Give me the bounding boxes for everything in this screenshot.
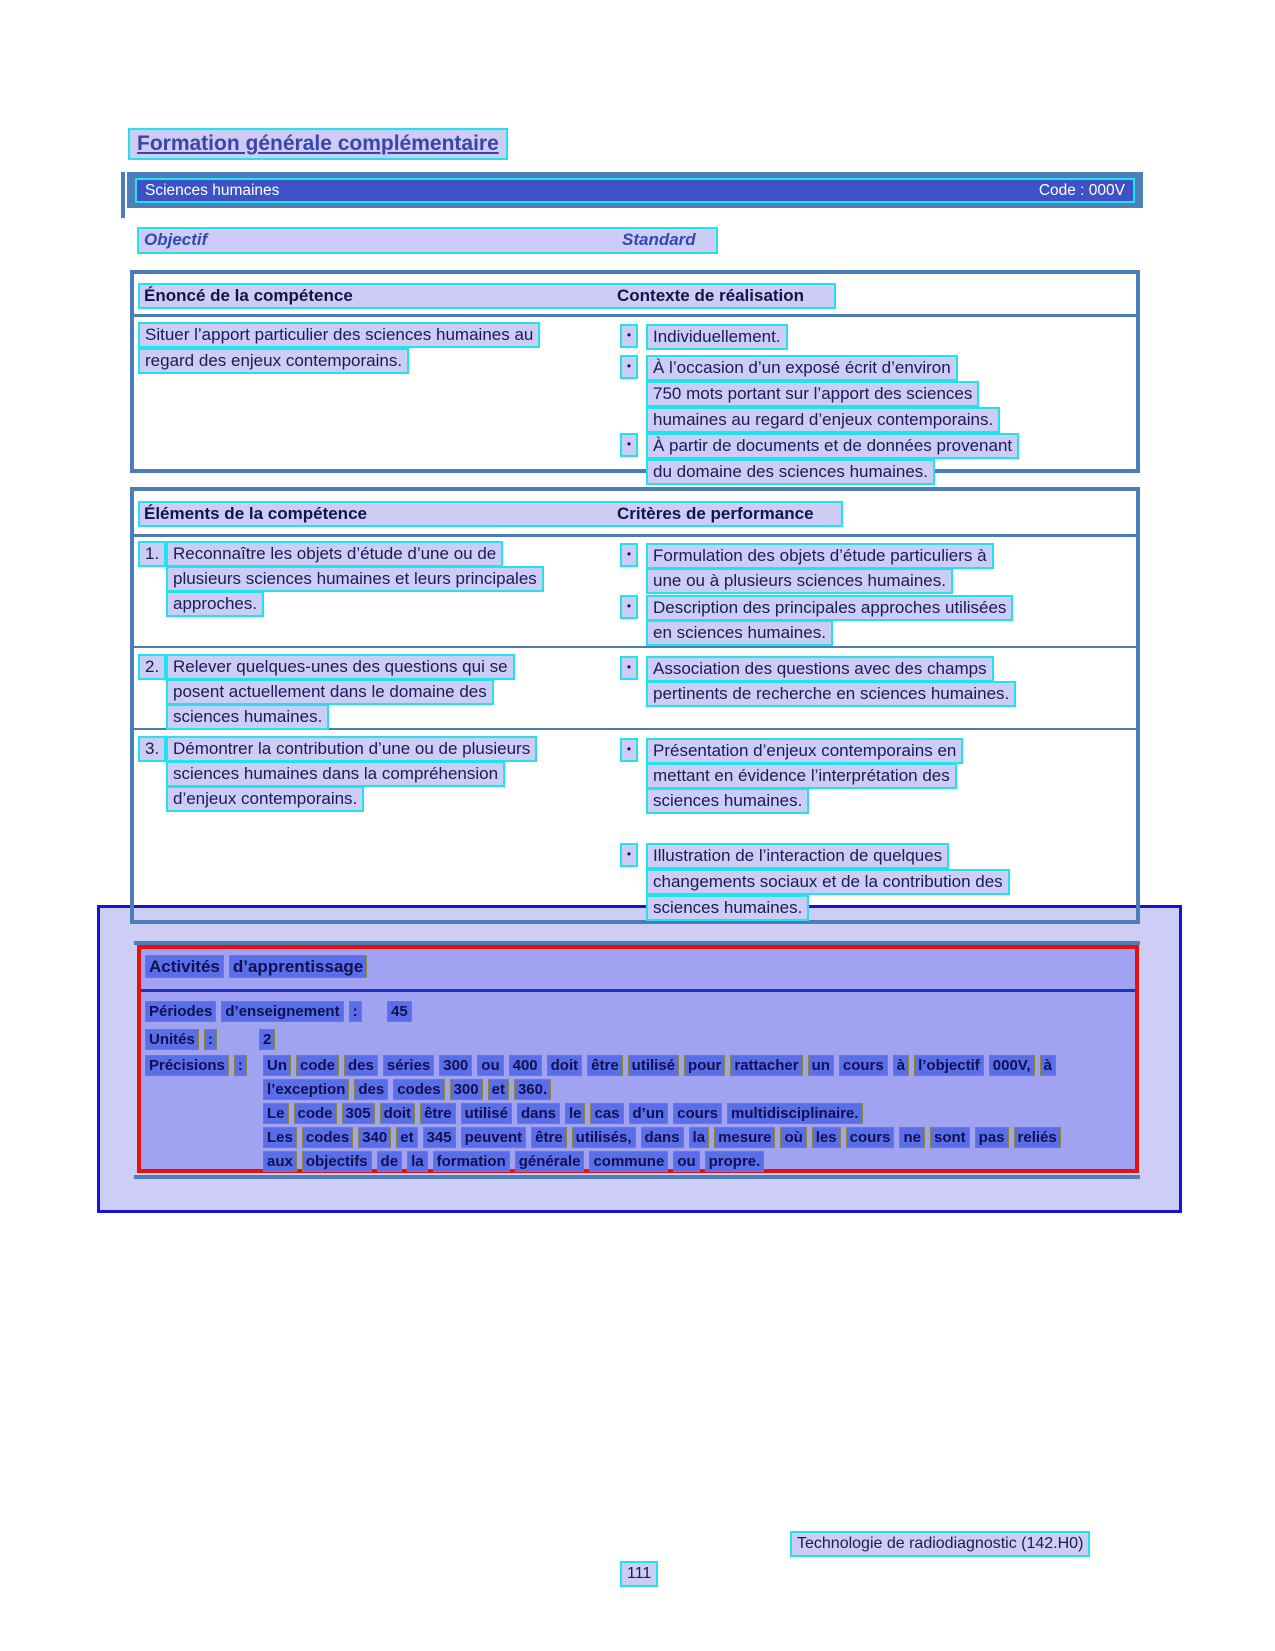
row-number: 3. (138, 736, 166, 762)
criteria-line: une ou à plusieurs sciences humaines. (646, 568, 953, 594)
element-line: plusieurs sciences humaines et leurs principales (166, 566, 544, 592)
element-line: approches. (166, 591, 264, 617)
element-line: Reconnaître les objets d’étude d’une ou de (166, 541, 503, 567)
bar-left-edge (121, 172, 125, 218)
code-label: Code : 000V (1038, 182, 1125, 199)
activities-header-separator (141, 989, 1135, 992)
criteria-line: sciences humaines. (646, 895, 809, 921)
competence-table-header (138, 283, 836, 309)
bullet-icon: • (620, 324, 638, 348)
elements-table-header (138, 501, 843, 527)
criteria-line: pertinents de recherche en sciences humaines. (646, 681, 1016, 707)
row-number: 1. (138, 541, 166, 567)
bullet-icon: • (620, 843, 638, 867)
row-number: 2. (138, 654, 166, 680)
elements-table (130, 487, 1140, 924)
standard-label: Standard (622, 230, 696, 249)
subject-bar (127, 172, 1143, 208)
units-value: 2 (259, 1029, 275, 1050)
page-title: Formation générale complémentaire (128, 128, 508, 160)
precisions-label: Précisions : (145, 1055, 247, 1076)
criteria-line: Formulation des objets d’étude particuliers à (646, 543, 994, 569)
criteria-line: sciences humaines. (646, 788, 809, 814)
bullet-icon: • (620, 433, 638, 457)
table-border-remnant (134, 1175, 1140, 1179)
subject-label: Sciences humaines (145, 182, 280, 199)
header-criteres: Critères de performance (617, 504, 814, 523)
criteria-line: mettant en évidence l’interprétation des (646, 763, 957, 789)
bullet-icon: • (620, 738, 638, 762)
table-header-separator (134, 314, 1136, 317)
precisions-line: Les codes 340 et 345 peuvent être utilisés, dans la mesure où les cours ne sont pas reliés (263, 1127, 1061, 1148)
context-line: Individuellement. (646, 324, 788, 350)
statement-line: Situer l’apport particulier des sciences humaines au (138, 322, 540, 348)
bullet-icon: • (620, 543, 638, 567)
units-label: Unités : (145, 1029, 217, 1050)
criteria-line: Illustration de l’interaction de quelques (646, 843, 949, 869)
element-line: sciences humaines dans la compréhension (166, 761, 505, 787)
element-line: d’enjeux contemporains. (166, 786, 364, 812)
precisions-line: l’exception des codes 300 et 360. (263, 1079, 551, 1100)
objectif-standard-row (137, 227, 718, 254)
table-header-separator (134, 534, 1136, 537)
periods-label: Périodes d’enseignement : (145, 1001, 362, 1022)
element-line: Relever quelques-unes des questions qui se (166, 654, 515, 680)
context-line: À partir de documents et de données provenant (646, 433, 1019, 459)
bullet-icon: • (620, 656, 638, 680)
periods-value: 45 (387, 1001, 412, 1022)
bullet-icon: • (620, 595, 638, 619)
objectif-label: Objectif (144, 230, 208, 249)
footer-program-label: Technologie de radiodiagnostic (142.H0) (790, 1531, 1090, 1557)
context-line: du domaine des sciences humaines. (646, 459, 935, 485)
header-enonce: Énoncé de la compétence (144, 286, 353, 305)
subject-bar-row (135, 178, 1135, 203)
precisions-line: Un code des séries 300 ou 400 doit être utilisé pour rattacher un cours à l’objectif 000V, à (263, 1055, 1056, 1076)
element-line: Démontrer la contribution d’une ou de plusieurs (166, 736, 537, 762)
row-separator (134, 646, 1136, 648)
competence-table (130, 270, 1140, 481)
context-line: humaines au regard d’enjeux contemporains. (646, 407, 1000, 433)
page-number: 111 (620, 1561, 658, 1587)
bullet-icon: • (620, 355, 638, 379)
activities-title: Activités d’apprentissage (145, 955, 367, 978)
context-line: 750 mots portant sur l’apport des sciences (646, 381, 979, 407)
header-contexte: Contexte de réalisation (617, 286, 805, 305)
element-line: sciences humaines. (166, 704, 329, 730)
criteria-line: Présentation d’enjeux contemporains en (646, 738, 963, 764)
header-elements: Éléments de la compétence (144, 504, 367, 523)
element-line: posent actuellement dans le domaine des (166, 679, 494, 705)
statement-line: regard des enjeux contemporains. (138, 348, 409, 374)
criteria-line: Description des principales approches utilisées (646, 595, 1013, 621)
context-line: À l’occasion d’un exposé écrit d’environ (646, 355, 958, 381)
criteria-line: Association des questions avec des champs (646, 656, 994, 682)
criteria-line: changements sociaux et de la contribution des (646, 869, 1010, 895)
activities-box (137, 945, 1139, 1173)
criteria-line: en sciences humaines. (646, 620, 833, 646)
precisions-line: aux objectifs de la formation générale commune ou propre. (263, 1151, 764, 1172)
precisions-line: Le code 305 doit être utilisé dans le cas d’un cours multidisciplinaire. (263, 1103, 863, 1124)
